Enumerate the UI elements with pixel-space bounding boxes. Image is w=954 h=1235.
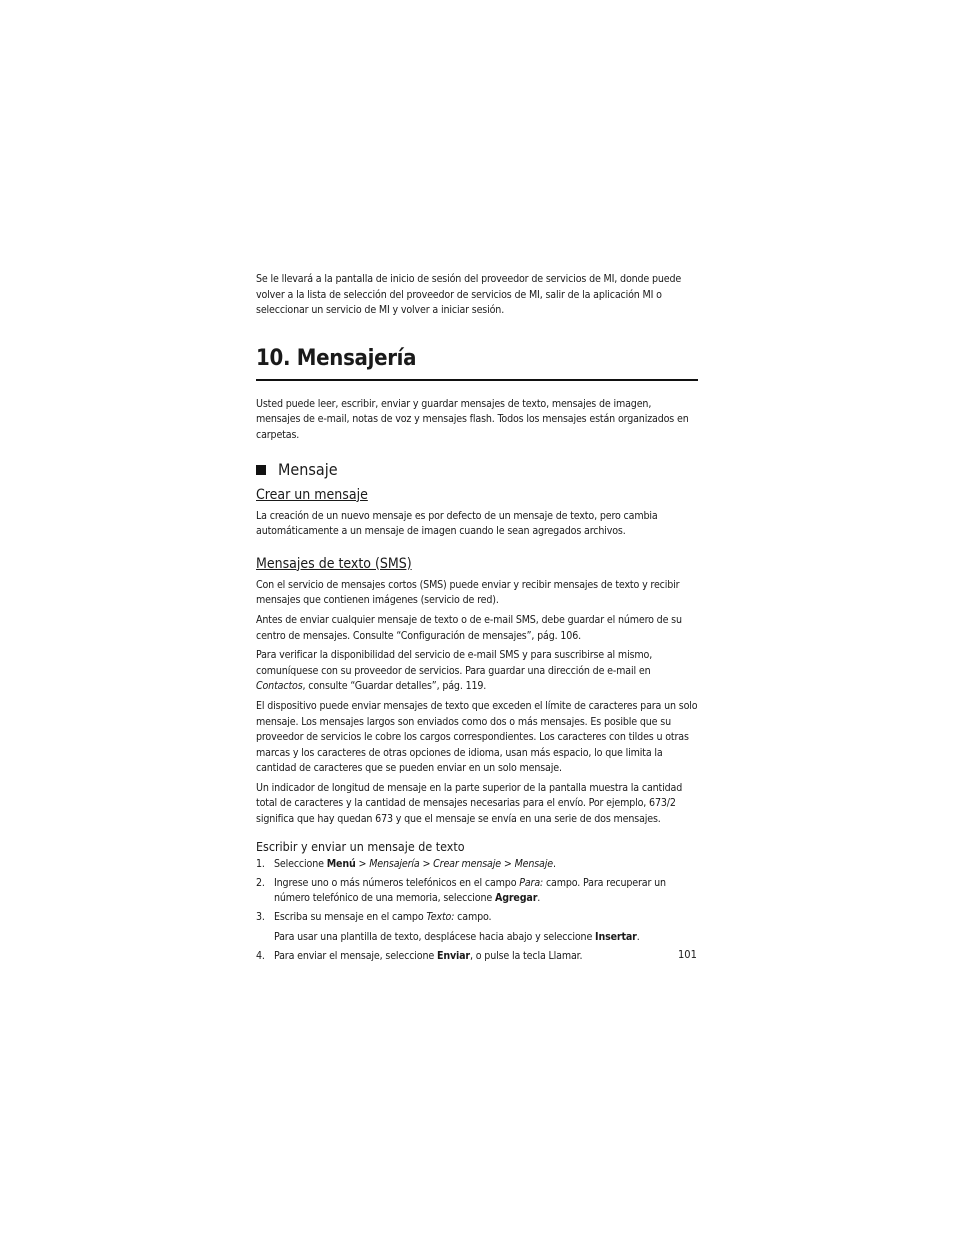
page-content [256,272,698,968]
t: . [636,930,640,943]
step-3 [256,910,698,926]
sms-p3-text: Para verificar la disponibilidad del servicio de e-mail SMS y para suscribirse al mismo, comuníquese con su proveedor de servicios. Para guardar una dirección de e-mail en [256,649,653,677]
steps-list-cont [256,949,698,965]
step-3-note [256,930,698,946]
t: campo. [454,911,492,924]
sms-paragraph-2: Antes de enviar cualquier mensaje de texto o de e-mail SMS, debe guardar el número de su centro de mensajes. Consulte “Configuración de mensajes”, pág. 106. [256,613,682,642]
step-4 [256,949,698,965]
step-1-text [274,857,556,873]
agregar-keyword: Agregar [494,892,538,905]
step-number: 2. [256,876,265,889]
t: Mensajería [369,857,420,870]
t: . [537,892,541,905]
steps-list [256,857,698,926]
t: Ingrese uno o más números telefónicos en el campo [274,876,520,889]
enviar-keyword: Enviar [436,949,470,962]
t: Crear mensaje [433,857,501,870]
t: Mensaje [514,857,553,870]
step-1 [256,857,698,873]
create-body: La creación de un nuevo mensaje es por defecto de un mensaje de texto, pero cambia automáticamente a un mensaje de imagen cuando le sean agregados archivos. [256,509,658,538]
t: > [500,857,515,870]
write-heading: Escribir y enviar un mensaje de texto [256,838,465,854]
sms-heading: Mensajes de texto (SMS) [256,555,412,572]
t: . [552,857,556,870]
t: > [419,857,434,870]
t: Escriba su mensaje en el campo [274,911,427,924]
insertar-keyword: Insertar [595,930,637,943]
t: , o pulse la tecla Llamar. [469,949,583,962]
menu-keyword: Menú [326,857,356,870]
step-2 [256,876,698,907]
section-title: Mensaje [278,459,338,479]
t: Para usar una plantilla de texto, desplácese hacia abajo y seleccione [274,930,596,943]
t: Seleccione [274,857,327,870]
step-number: 4. [256,949,265,962]
chapter-rule [256,379,698,381]
t: Para: [519,876,544,889]
page-number: 101 [678,948,697,961]
section-heading [256,460,698,480]
step-2-text [274,876,698,907]
t: campo. Para recuperar un número telefónico de una memoria, seleccione [274,876,666,905]
sms-p3-contacts: Contactos [256,680,303,693]
sms-paragraph-1: Con el servicio de mensajes cortos (SMS) puede enviar y recibir mensajes de texto y recibir mensajes que contienen imágenes (servicio de red). [256,578,680,607]
create-heading: Crear un mensaje [256,486,368,503]
step-number: 3. [256,911,265,924]
step-number: 1. [256,857,265,870]
sms-paragraph-4: El dispositivo puede enviar mensajes de texto que exceden el límite de caracteres para un solo mensaje. Los mensajes largos son enviados como dos o más mensajes. Es posible que su proveedor de servicios le cobre los cargos correspondientes. Los caracteres con tildes u otras marcas y los caracteres de otras opciones de idioma, usan más espacio, lo que limita la cantidad de caracteres que se pueden enviar en un solo mensaje. [256,699,698,775]
intro-paragraph: Se le llevará a la pantalla de inicio de sesión del proveedor de servicios de MI, donde puede volver a la lista de selección del proveedor de servicios de MI, salir de la aplicación MI o seleccionar un servicio de MI y volver a iniciar sesión. [256,273,682,317]
sms-p3-text-end: , consulte “Guardar detalles”, pág. 119. [302,680,487,693]
t: Para enviar el mensaje, seleccione [274,949,437,962]
t: Texto: [426,911,455,924]
chapter-lead: Usted puede leer, escribir, enviar y guardar mensajes de texto, mensajes de imagen, mensajes de e-mail, notas de voz y mensajes flash. Todos los mensajes están organizados en carpetas. [256,397,689,441]
sms-paragraph-3 [256,648,698,695]
step-3-text [274,910,491,926]
chapter-title: 10. Mensajería [256,345,417,371]
step-4-text [274,949,582,965]
sms-paragraph-5: Un indicador de longitud de mensaje en la parte superior de la pantalla muestra la cantidad total de caracteres y la cantidad de mensajes necesarias para el envío. Por ejemplo, 673/2 significa que hay quedan 673 y que el mensaje se envía en una serie de dos mensajes. [256,781,683,826]
create-section [256,485,698,540]
sms-section [256,554,698,828]
t: > [355,857,370,870]
square-bullet-icon [256,465,266,475]
